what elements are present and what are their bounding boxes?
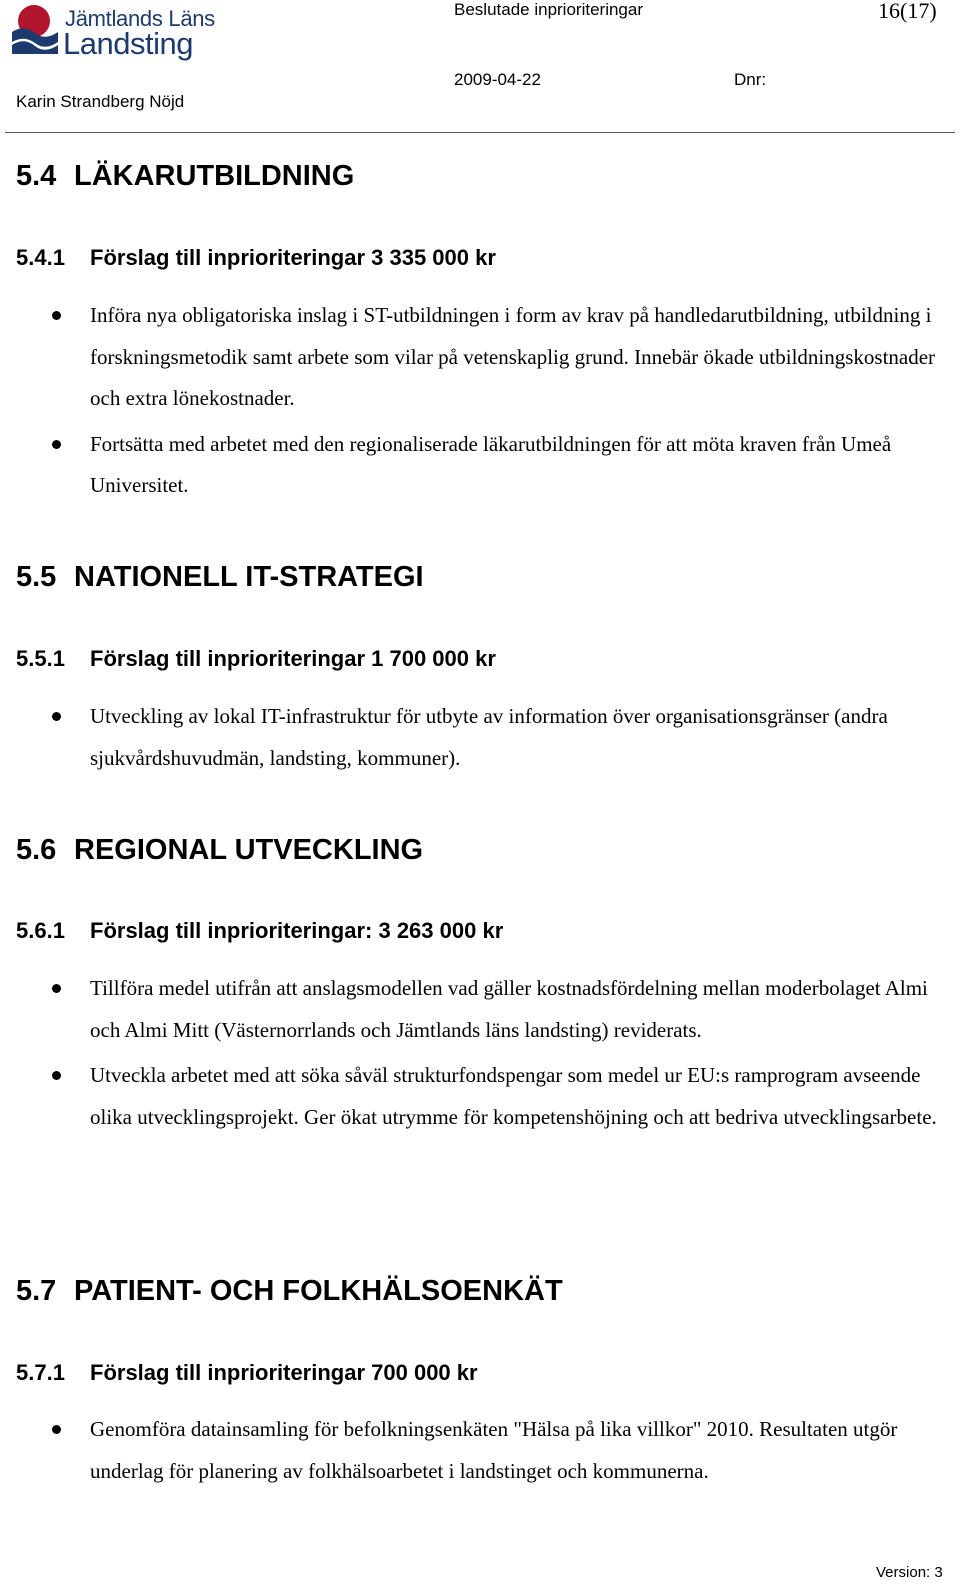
list-item	[0, 295, 960, 420]
section-number: 5.5	[16, 561, 57, 593]
dnr-label: Dnr:	[734, 70, 767, 89]
subsection-title: Förslag till inprioriteringar 3 335 000 kr	[90, 245, 496, 270]
section-heading	[16, 561, 424, 594]
section-title: REGIONAL UTVECKLING	[74, 834, 424, 866]
list-item	[0, 968, 960, 1051]
bullet-list	[0, 1409, 960, 1492]
author-name: Karin Strandberg Nöjd	[16, 92, 185, 111]
document-date: 2009-04-22	[454, 70, 541, 89]
section-number: 5.6	[16, 834, 57, 866]
subsection-title: Förslag till inprioriteringar: 3 263 000 kr	[90, 918, 504, 943]
landsting-logo	[10, 2, 215, 64]
logo-text-line1: Jämtlands Läns	[65, 6, 215, 31]
page-number: 16(17)	[878, 0, 937, 23]
section-number: 5.4	[16, 160, 57, 192]
subsection-heading	[16, 646, 496, 672]
section-heading	[16, 160, 354, 193]
bullet-list	[0, 968, 960, 1138]
version-label: Version: 3	[876, 1564, 943, 1581]
subsection-number: 5.5.1	[16, 646, 65, 671]
section-number: 5.7	[16, 1275, 57, 1307]
list-item	[0, 424, 960, 507]
section-title: LÄKARUTBILDNING	[74, 160, 355, 192]
logo-text-line2: Landsting	[63, 26, 193, 61]
bullet-icon	[52, 440, 61, 449]
bullet-list	[0, 696, 960, 779]
subsection-number: 5.6.1	[16, 918, 65, 943]
list-item	[0, 696, 960, 779]
header-divider	[5, 132, 955, 133]
bullet-icon	[52, 311, 61, 320]
list-item-text: Fortsätta med arbetet med den regionaliserade läkarutbildningen för att möta kraven från Umeå Universitet.	[90, 431, 892, 497]
subsection-title: Förslag till inprioriteringar 700 000 kr	[90, 1360, 478, 1385]
section-heading	[16, 1275, 563, 1308]
subsection-heading	[16, 245, 496, 271]
section-heading	[16, 834, 423, 867]
list-item-text: Utveckla arbetet med att söka såväl strukturfondspengar som medel ur EU:s ramprogram avseende olika utvecklingsprojekt. Ger ökat utrymme för kompetenshöjning och att bedriva utvecklingsarbete.	[90, 1063, 937, 1129]
bullet-icon	[52, 1071, 61, 1080]
list-item-text: Införa nya obligatoriska inslag i ST-utbildningen i form av krav på handledarutbildning, utbildning i forskningsmetodik samt arbete som vilar på vetenskaplig grund. Innebär ökade utbildningskostnader och extra lönekostnader.	[90, 303, 936, 410]
list-item	[0, 1055, 960, 1138]
subsection-heading	[16, 1360, 478, 1386]
section-title: NATIONELL IT-STRATEGI	[74, 561, 424, 593]
list-item	[0, 1409, 960, 1492]
bullet-icon	[52, 984, 61, 993]
subsection-title: Förslag till inprioriteringar 1 700 000 kr	[90, 646, 496, 671]
subsection-number: 5.7.1	[16, 1360, 65, 1385]
section-title: PATIENT- OCH FOLKHÄLSOENKÄT	[74, 1275, 563, 1307]
bullet-icon	[52, 1425, 61, 1434]
list-item-text: Utveckling av lokal IT-infrastruktur för utbyte av information över organisationsgränser (andra sjukvårdshuvudmän, landsting, kommuner).	[90, 704, 888, 770]
subsection-number: 5.4.1	[16, 245, 65, 270]
bullet-icon	[52, 712, 61, 721]
document-title: Beslutade inprioriteringar	[454, 0, 643, 19]
bullet-list	[0, 295, 960, 507]
landsting-logo-icon	[10, 2, 60, 58]
list-item-text: Genomföra datainsamling för befolkningsenkäten "Hälsa på lika villkor" 2010. Resultaten utgör underlag för planering av folkhälsoarbetet i landstinget och kommunerna.	[90, 1417, 898, 1483]
list-item-text: Tillföra medel utifrån att anslagsmodellen vad gäller kostnadsfördelning mellan moderbolaget Almi och Almi Mitt (Västernorrlands och Jämtlands läns landsting) reviderats.	[90, 976, 928, 1042]
subsection-heading	[16, 918, 503, 944]
